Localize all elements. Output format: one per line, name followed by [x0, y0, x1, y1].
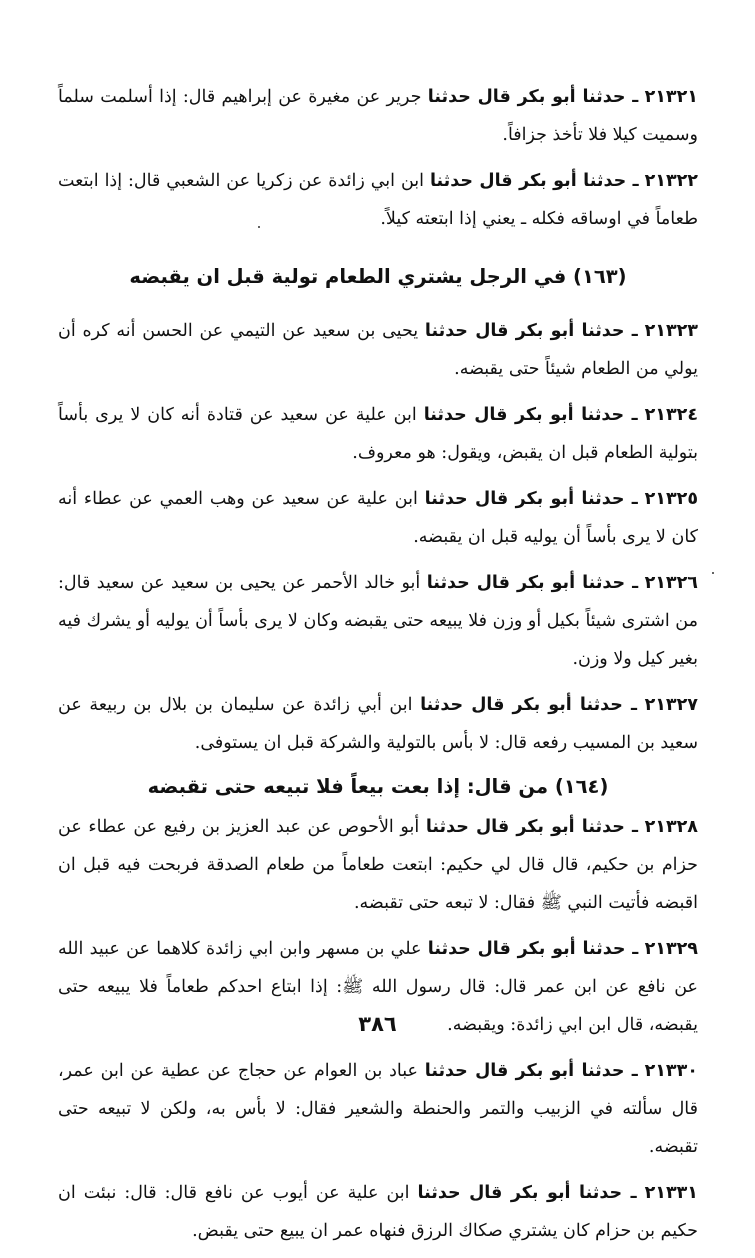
hadith-21330 [58, 1052, 698, 1166]
hadith-21324 [58, 396, 698, 472]
hadith-21322 [58, 162, 698, 238]
hadith-isnad-lead: ـ حدثنا أبو بكر قال حدثنا [417, 1183, 637, 1203]
hadith-text: عباد بن العوام عن حجاج عن عطية عن ابن عمر، قال سألته في الزبيب والتمر والحنطة والشعير فقال: لا بأس به، ولكن لا تبيعه حتى تقبضه. [58, 1061, 698, 1157]
hadith-isnad-lead: ـ حدثنا أبو بكر قال حدثنا [426, 573, 639, 593]
hadith-isnad-lead: ـ حدثنا أبو بكر قال حدثنا [425, 817, 638, 837]
hadith-21331 [58, 1174, 698, 1250]
hadith-isnad-lead: ـ حدثنا أبو بكر قال حدثنا [427, 939, 639, 959]
hadith-21326 [58, 564, 698, 678]
chapter-heading-164: (١٦٤) من قال: إذا بعت بيعاً فلا تبيعه حتى تقبضه [147, 775, 609, 798]
page-number: ٣٨٦ [358, 1012, 397, 1036]
hadith-21325 [58, 480, 698, 556]
hadith-text: ابن علية عن سعيد عن وهب العمي عن عطاء أنه كان لا يرى بأساً أن يوليه قبل ان يقبضه. [58, 489, 698, 547]
hadith-isnad-lead: ـ حدثنا أبو بكر قال حدثنا [423, 405, 638, 425]
hadith-number: ٢١٣٢٨ [644, 817, 698, 837]
hadith-number: ٢١٣٢٩ [644, 939, 698, 959]
hadith-21323 [58, 312, 698, 388]
hadith-number: ٢١٣٢٤ [644, 405, 698, 425]
hadith-isnad-lead: ـ حدثنا أبو بكر قال حدثنا [429, 171, 639, 191]
hadith-isnad-lead: ـ حدثنا أبو بكر قال حدثنا [424, 1061, 638, 1081]
hadith-text: جرير عن مغيرة عن إبراهيم قال: إذا أسلمت سلماً وسميت كيلا فلا تأخذ جزافاً. [58, 87, 698, 145]
hadith-number: ٢١٣٢٦ [644, 573, 698, 593]
scan-speck [712, 572, 714, 574]
hadith-number: ٢١٣٣١ [644, 1183, 698, 1203]
hadith-text: علي بن مسهر وابن ابي زائدة كلاهما عن عبيد الله عن نافع عن ابن عمر قال: قال رسول الله ﷺ: إذا ابتاع احدكم طعاماً فلا يبيعه حتى يقبضه، قال ابن ابي زائدة: ويقبضه. [58, 939, 698, 1035]
hadith-number: ٢١٣٢١ [644, 87, 698, 107]
hadith-number: ٢١٣٢٧ [644, 695, 698, 715]
hadith-isnad-lead: ـ حدثنا أبو بكر قال حدثنا [424, 321, 638, 341]
hadith-isnad-lead: ـ حدثنا أبو بكر قال حدثنا [427, 87, 639, 107]
chapter-heading-163: (١٦٣) في الرجل يشتري الطعام تولية قبل ان يقبضه [129, 265, 627, 288]
scan-speck [258, 226, 260, 228]
hadith-isnad-lead: ـ حدثنا أبو بكر قال حدثنا [424, 489, 638, 509]
document-body [58, 78, 698, 1258]
hadith-number: ٢١٣٣٠ [644, 1061, 698, 1081]
hadith-text: ابن أبي زائدة عن سليمان بن بلال بن ربيعة عن سعيد بن المسيب رفعه قال: لا بأس بالتولية والشركة قبل ان يستوفى. [58, 695, 698, 753]
hadith-text: أبو الأحوص عن عبد العزيز بن رفيع عن عطاء عن حزام بن حكيم، قال قال لي حكيم: ابتعت طعاماً من طعام الصدقة فربحت فيه قبل ان اقبضه فأتيت النبي ﷺ فقال: لا تبعه حتى تقبضه. [58, 817, 698, 913]
hadith-text: أبو خالد الأحمر عن يحيى بن سعيد عن سعيد قال: من اشترى شيئاً بكيل أو وزن فلا يبيعه حتى يقبضه وكان لا يرى بأساً أن يوليه أو يشرك فيه بغير كيل ولا وزن. [58, 573, 698, 669]
hadith-isnad-lead: ـ حدثنا أبو بكر قال حدثنا [420, 695, 637, 715]
hadith-number: ٢١٣٢٣ [644, 321, 698, 341]
hadith-text: ابن علية عن أيوب عن نافع قال: قال: نبئت ان حكيم بن حزام كان يشتري صكاك الرزق فنهاه عمر ان يبيع حتى يقبض. [58, 1183, 698, 1241]
hadith-text: يحيى بن سعيد عن التيمي عن الحسن أنه كره أن يولي من الطعام شيئاً حتى يقبضه. [58, 321, 698, 379]
hadith-21328 [58, 808, 698, 922]
hadith-text: ابن علية عن سعيد عن قتادة أنه كان لا يرى بأساً بتولية الطعام قبل ان يقبض، ويقول: هو معروف. [58, 405, 698, 463]
hadith-number: ٢١٣٢٥ [644, 489, 698, 509]
hadith-text: ابن ابي زائدة عن زكريا عن الشعبي قال: إذا ابتعت طعاماً في اوساقه فكله ـ يعني إذا ابتعته كيلاً. [58, 171, 698, 229]
hadith-21327 [58, 686, 698, 762]
hadith-21321 [58, 78, 698, 154]
hadith-number: ٢١٣٢٢ [644, 171, 698, 191]
